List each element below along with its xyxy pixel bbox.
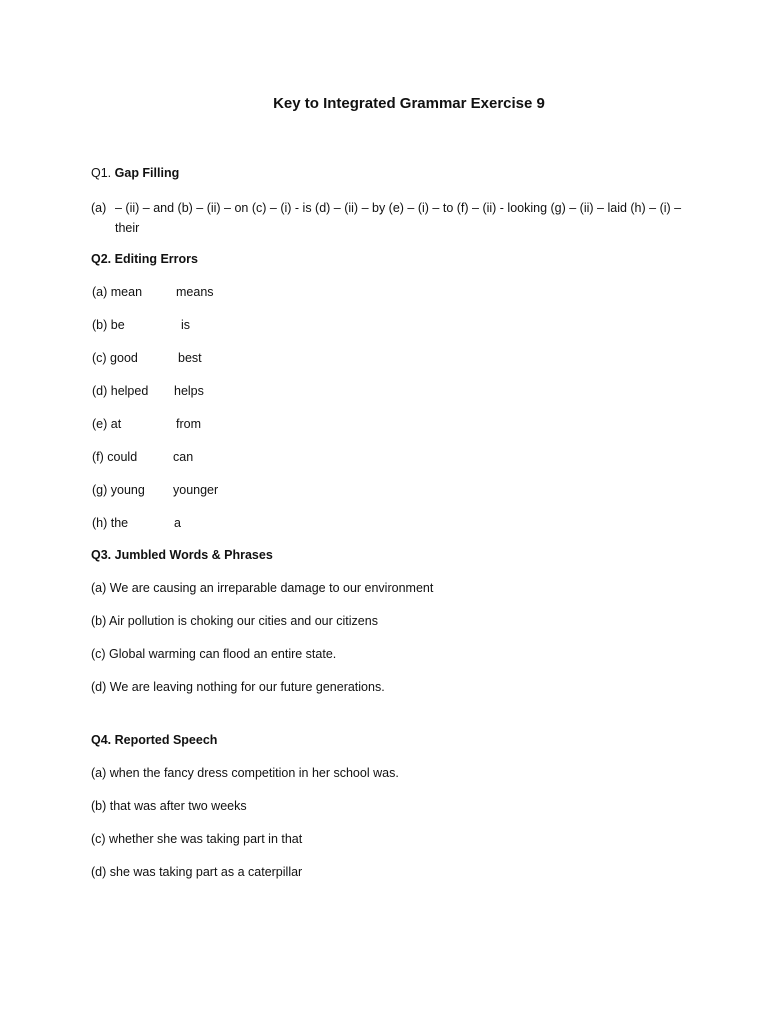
q4-item-a: (a) when the fancy dress competition in her school was. — [91, 766, 399, 780]
q1-line1: – (ii) – and (b) – (ii) – on (c) – (i) - is (d) – (ii) – by (e) – (i) – to (f) – (ii) - looking (g) – (ii) – laid (h) – (i) – — [115, 201, 682, 215]
q3-item-c: (c) Global warming can flood an entire state. — [91, 647, 337, 661]
q2-row-e-wrong: (e) at — [92, 417, 122, 431]
q3-title: Q3. Jumbled Words & Phrases — [91, 548, 273, 562]
q3-heading — [91, 548, 273, 562]
q3-item-b: (b) Air pollution is choking our cities and our citizens — [91, 614, 378, 628]
q2-row-b-correct: is — [181, 318, 191, 332]
q3-item-d: (d) We are leaving nothing for our future generations. — [91, 680, 385, 694]
q2-heading — [91, 252, 198, 266]
q2-row-d-correct: helps — [174, 384, 204, 398]
q2-row-f-wrong: (f) could — [92, 450, 138, 464]
q4-item-b: (b) that was after two weeks — [91, 799, 247, 813]
q2-row-g-wrong: (g) young — [92, 483, 145, 497]
q4-title: Q4. Reported Speech — [91, 733, 218, 747]
q1-answer — [91, 199, 691, 238]
q2-row-e-correct: from — [176, 417, 201, 431]
q1-line2: their — [115, 220, 140, 235]
q2-row-a-wrong: (a) mean — [92, 285, 143, 299]
q2-row-h-correct: a — [174, 516, 181, 530]
q4-heading — [91, 733, 217, 747]
q2-row-c-correct: best — [178, 351, 202, 365]
q3-item-a: (a) We are causing an irreparable damage to our environment — [91, 581, 434, 595]
q1-heading — [91, 166, 179, 180]
q1-label: (a) — [91, 201, 107, 215]
q1-title: Gap Filling — [114, 166, 180, 180]
q2-title: Q2. Editing Errors — [91, 252, 198, 266]
q2-row-c-wrong: (c) good — [92, 351, 138, 365]
q2-row-h-wrong: (h) the — [92, 516, 129, 530]
q2-row-g-correct: younger — [173, 483, 219, 497]
page-title: Key to Integrated Grammar Exercise 9 — [273, 95, 545, 112]
q4-item-c: (c) whether she was taking part in that — [91, 832, 303, 846]
q2-row-a-correct: means — [176, 285, 214, 299]
q4-item-d: (d) she was taking part as a caterpillar — [91, 865, 303, 879]
q2-row-f-correct: can — [173, 450, 194, 464]
q2-row-b-wrong: (b) be — [92, 318, 125, 332]
q2-row-d-wrong: (d) helped — [92, 384, 149, 398]
q1-number: Q1. — [91, 166, 112, 180]
